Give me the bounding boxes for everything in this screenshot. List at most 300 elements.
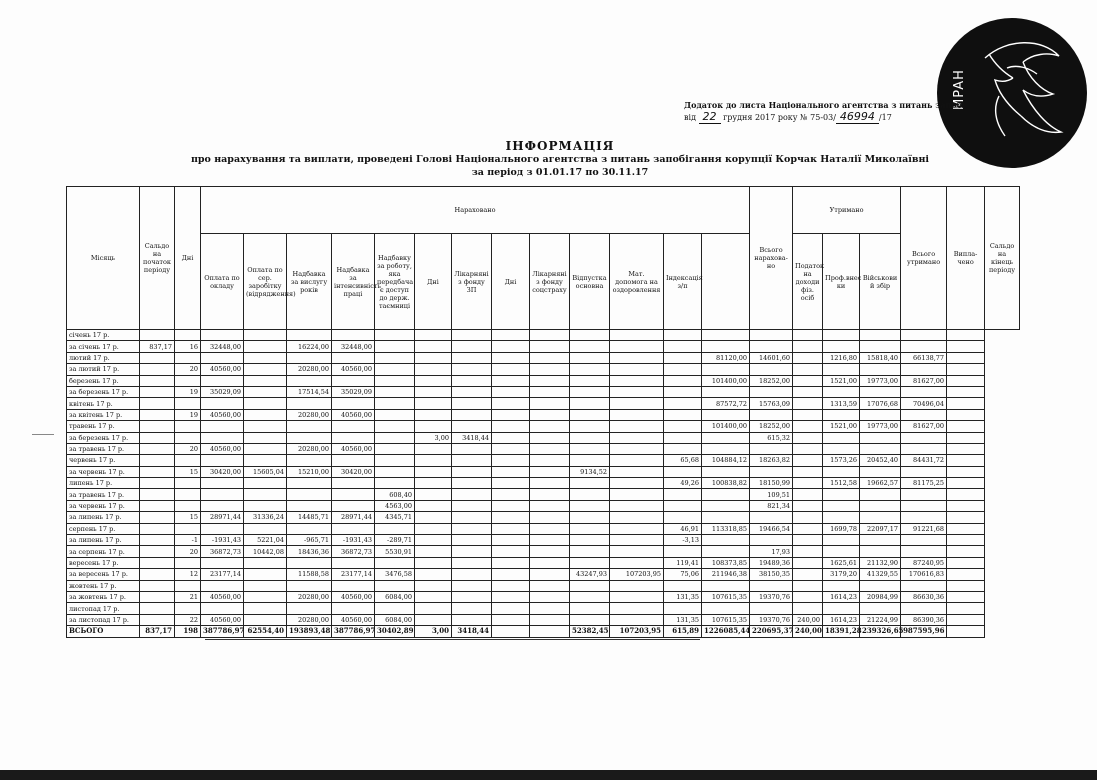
table-cell — [140, 591, 175, 602]
payroll-table — [66, 186, 1020, 638]
table-cell — [287, 455, 332, 466]
table-cell — [332, 398, 375, 409]
table-cell — [175, 557, 201, 568]
table-cell — [415, 398, 452, 409]
table-cell — [860, 512, 901, 523]
table-cell — [530, 591, 570, 602]
table-cell — [530, 489, 570, 500]
table-cell: 20452,40 — [860, 455, 901, 466]
table-cell — [947, 398, 985, 409]
col-income-tax: Податок на доходи фіз. осіб — [793, 234, 823, 330]
table-cell — [530, 580, 570, 591]
table-cell — [860, 603, 901, 614]
table-cell — [793, 466, 823, 477]
table-cell — [860, 341, 901, 352]
table-cell — [610, 443, 664, 454]
table-cell: 387786,97 — [201, 626, 244, 637]
table-cell — [175, 432, 201, 443]
table-row — [67, 569, 1020, 580]
table-cell — [823, 386, 860, 397]
table-cell — [702, 500, 750, 511]
table-cell — [860, 386, 901, 397]
table-cell — [793, 409, 823, 420]
table-cell — [530, 546, 570, 557]
table-cell: -289,71 — [375, 535, 415, 546]
table-cell — [452, 489, 492, 500]
document-title: ІНФОРМАЦІЯ — [505, 139, 615, 153]
table-cell — [530, 626, 570, 637]
table-cell — [452, 591, 492, 602]
table-cell — [570, 614, 610, 625]
row-label: червень 17 р. — [67, 455, 140, 466]
table-cell: 837,17 — [140, 341, 175, 352]
table-cell — [375, 398, 415, 409]
table-row — [67, 603, 1020, 614]
table-cell — [452, 512, 492, 523]
table-cell: 30420,00 — [332, 466, 375, 477]
table-row — [67, 421, 1020, 432]
row-label: липень 17 р. — [67, 478, 140, 489]
table-cell: 70496,04 — [901, 398, 947, 409]
addendum-day: 22 — [699, 110, 721, 124]
table-cell — [664, 364, 702, 375]
table-cell — [530, 535, 570, 546]
table-cell — [140, 614, 175, 625]
table-cell — [702, 341, 750, 352]
table-cell: 16 — [175, 341, 201, 352]
table-cell — [244, 421, 287, 432]
table-cell — [452, 466, 492, 477]
table-cell: 3418,44 — [452, 626, 492, 637]
table-cell: 12 — [175, 569, 201, 580]
col-sick-pay-salary-fund: Лікарняні з фонду ЗП — [452, 234, 492, 330]
table-cell — [415, 375, 452, 386]
row-label: травень 17 р. — [67, 421, 140, 432]
table-cell — [664, 466, 702, 477]
table-cell — [947, 512, 985, 523]
table-row — [67, 341, 1020, 352]
table-cell — [901, 341, 947, 352]
table-cell: 40560,00 — [332, 364, 375, 375]
table-cell — [201, 523, 244, 534]
table-cell: 615,32 — [750, 432, 793, 443]
table-cell: 66138,77 — [901, 352, 947, 363]
table-cell — [947, 523, 985, 534]
table-cell — [793, 330, 823, 341]
table-cell — [375, 341, 415, 352]
table-cell — [702, 432, 750, 443]
table-cell: 837,17 — [140, 626, 175, 637]
table-cell — [664, 500, 702, 511]
table-cell: 1625,61 — [823, 557, 860, 568]
table-cell — [175, 455, 201, 466]
table-cell — [175, 330, 201, 341]
document-period: за період з 01.01.17 по 30.11.17 — [471, 167, 649, 178]
table-cell — [452, 569, 492, 580]
table-cell: 46,91 — [664, 523, 702, 534]
table-cell — [947, 591, 985, 602]
table-cell — [492, 500, 530, 511]
table-cell — [332, 489, 375, 500]
table-cell — [140, 535, 175, 546]
table-cell — [702, 580, 750, 591]
table-cell — [492, 569, 530, 580]
table-cell — [793, 375, 823, 386]
table-cell — [415, 603, 452, 614]
table-cell — [452, 375, 492, 386]
table-cell — [452, 478, 492, 489]
table-cell: 387786,97 — [332, 626, 375, 637]
table-cell — [901, 580, 947, 591]
table-cell — [452, 500, 492, 511]
table-cell — [375, 523, 415, 534]
table-cell — [901, 603, 947, 614]
table-cell: 20 — [175, 546, 201, 557]
col-intensity-bonus: Надбавка за інтенсивність праці — [332, 234, 375, 330]
table-cell — [244, 591, 287, 602]
table-cell — [610, 330, 664, 341]
table-cell — [530, 330, 570, 341]
table-cell — [287, 557, 332, 568]
table-cell — [702, 546, 750, 557]
table-cell — [823, 432, 860, 443]
table-cell — [570, 398, 610, 409]
table-cell — [530, 352, 570, 363]
row-label: квітень 17 р. — [67, 398, 140, 409]
table-cell — [750, 330, 793, 341]
table-cell — [452, 409, 492, 420]
row-label: за липень 17 р. — [67, 512, 140, 523]
table-cell — [244, 330, 287, 341]
table-cell — [947, 341, 985, 352]
table-cell: 100838,82 — [702, 478, 750, 489]
table-cell — [375, 478, 415, 489]
table-cell — [492, 455, 530, 466]
table-cell: 6084,00 — [375, 614, 415, 625]
table-cell — [570, 512, 610, 523]
table-cell — [530, 512, 570, 523]
table-cell — [201, 375, 244, 386]
table-cell — [823, 535, 860, 546]
table-cell: 21224,99 — [860, 614, 901, 625]
table-cell — [860, 580, 901, 591]
table-cell: -965,71 — [287, 535, 332, 546]
table-cell — [415, 489, 452, 500]
table-cell — [702, 386, 750, 397]
table-cell — [860, 409, 901, 420]
table-cell: 81627,00 — [901, 421, 947, 432]
table-cell — [244, 409, 287, 420]
table-cell — [793, 455, 823, 466]
row-label: за червень 17 р. — [67, 466, 140, 477]
row-label: серпень 17 р. — [67, 523, 140, 534]
table-cell: 21132,90 — [860, 557, 901, 568]
logo-text: MPAH — [951, 69, 967, 110]
table-cell: 30402,89 — [375, 626, 415, 637]
table-cell — [375, 432, 415, 443]
table-cell: 49,26 — [664, 478, 702, 489]
table-cell — [452, 341, 492, 352]
table-cell — [244, 478, 287, 489]
table-cell — [530, 341, 570, 352]
table-cell — [610, 398, 664, 409]
col-month: Місяць — [67, 187, 140, 330]
row-label: за квітень 17 р. — [67, 409, 140, 420]
table-cell: -1931,43 — [332, 535, 375, 546]
table-cell: 41329,55 — [860, 569, 901, 580]
signature-underline — [205, 639, 700, 640]
table-cell: 20280,00 — [287, 364, 332, 375]
table-cell — [492, 432, 530, 443]
table-cell: 6084,00 — [375, 591, 415, 602]
table-cell — [570, 500, 610, 511]
table-cell — [750, 580, 793, 591]
table-cell: 3,00 — [415, 626, 452, 637]
table-cell — [793, 523, 823, 534]
table-cell — [570, 409, 610, 420]
table-cell — [610, 375, 664, 386]
table-cell — [415, 341, 452, 352]
table-cell — [947, 603, 985, 614]
table-cell: 40560,00 — [201, 409, 244, 420]
table-cell — [793, 569, 823, 580]
table-cell: 21 — [175, 591, 201, 602]
col-total-withheld: Всього утримано — [901, 187, 947, 330]
table-cell — [664, 341, 702, 352]
table-cell: 20280,00 — [287, 443, 332, 454]
table-cell: 40560,00 — [201, 364, 244, 375]
table-cell — [452, 352, 492, 363]
table-cell — [332, 557, 375, 568]
table-cell — [415, 546, 452, 557]
table-cell — [332, 330, 375, 341]
table-cell — [793, 421, 823, 432]
table-cell — [201, 455, 244, 466]
table-cell — [901, 500, 947, 511]
table-cell — [244, 569, 287, 580]
table-cell — [793, 341, 823, 352]
table-cell — [793, 591, 823, 602]
table-cell — [750, 466, 793, 477]
table-cell — [492, 398, 530, 409]
table-cell — [140, 557, 175, 568]
table-cell — [793, 489, 823, 500]
table-cell: 35029,09 — [201, 386, 244, 397]
table-cell: 101400,00 — [702, 375, 750, 386]
table-cell — [452, 330, 492, 341]
row-label: березень 17 р. — [67, 375, 140, 386]
table-cell — [610, 386, 664, 397]
table-cell — [201, 489, 244, 500]
table-cell — [244, 386, 287, 397]
table-cell — [375, 557, 415, 568]
table-cell: 108373,85 — [702, 557, 750, 568]
table-row — [67, 352, 1020, 363]
table-cell — [947, 375, 985, 386]
table-cell: 3179,20 — [823, 569, 860, 580]
table-cell: 19370,76 — [750, 591, 793, 602]
table-cell — [664, 580, 702, 591]
table-row — [67, 364, 1020, 375]
table-cell — [375, 409, 415, 420]
table-cell — [201, 557, 244, 568]
table-cell — [750, 603, 793, 614]
table-cell — [610, 466, 664, 477]
table-cell — [492, 626, 530, 637]
row-label: лютий 17 р. — [67, 352, 140, 363]
table-cell: 4563,00 — [375, 500, 415, 511]
table-cell — [332, 580, 375, 591]
table-cell — [492, 523, 530, 534]
table-cell — [823, 443, 860, 454]
table-cell: 18150,99 — [750, 478, 793, 489]
table-cell: 18391,28 — [823, 626, 860, 637]
table-cell: 987595,96 — [901, 626, 947, 637]
table-cell — [702, 364, 750, 375]
col-main-vacation: Відпустка основна — [570, 234, 610, 330]
table-cell: 107615,35 — [702, 614, 750, 625]
table-cell — [492, 614, 530, 625]
table-cell — [610, 409, 664, 420]
table-cell — [793, 398, 823, 409]
col-military-levy: Військови й збір — [860, 234, 901, 330]
table-cell — [201, 421, 244, 432]
table-cell: 131,35 — [664, 591, 702, 602]
table-cell: 1216,80 — [823, 352, 860, 363]
table-cell — [492, 421, 530, 432]
table-cell — [140, 512, 175, 523]
table-cell: 1573,26 — [823, 455, 860, 466]
table-cell — [793, 603, 823, 614]
table-cell: 20280,00 — [287, 591, 332, 602]
table-cell — [415, 614, 452, 625]
table-cell — [332, 500, 375, 511]
col-total-accrued: Всього нарахова-но — [750, 187, 793, 330]
table-cell: 36872,73 — [201, 546, 244, 557]
table-cell: 170616,83 — [901, 569, 947, 580]
table-cell: 821,34 — [750, 500, 793, 511]
table-cell — [415, 557, 452, 568]
table-cell — [793, 580, 823, 591]
table-cell — [201, 352, 244, 363]
table-cell — [415, 455, 452, 466]
table-cell: 40560,00 — [332, 591, 375, 602]
table-cell — [860, 489, 901, 500]
table-cell — [610, 364, 664, 375]
table-cell — [823, 409, 860, 420]
table-cell — [530, 569, 570, 580]
table-cell: 101400,00 — [702, 421, 750, 432]
table-cell — [793, 443, 823, 454]
table-cell — [664, 443, 702, 454]
table-cell: 1521,00 — [823, 421, 860, 432]
table-cell: 20280,00 — [287, 409, 332, 420]
table-cell: 20984,99 — [860, 591, 901, 602]
table-cell — [452, 614, 492, 625]
table-cell: 81175,25 — [901, 478, 947, 489]
table-cell — [375, 421, 415, 432]
table-cell: 36872,73 — [332, 546, 375, 557]
table-cell — [664, 432, 702, 443]
table-cell: 22 — [175, 614, 201, 625]
table-cell — [287, 603, 332, 614]
table-cell — [452, 523, 492, 534]
table-cell — [175, 489, 201, 500]
table-cell: 131,35 — [664, 614, 702, 625]
row-label: за травень 17 р. — [67, 443, 140, 454]
table-cell — [610, 341, 664, 352]
table-cell — [702, 489, 750, 500]
table-cell: 87572,72 — [702, 398, 750, 409]
table-cell — [492, 546, 530, 557]
table-cell — [492, 375, 530, 386]
table-cell — [901, 330, 947, 341]
table-cell: 1614,23 — [823, 614, 860, 625]
table-cell: 40560,00 — [332, 614, 375, 625]
table-cell — [140, 352, 175, 363]
table-cell: 15 — [175, 512, 201, 523]
addendum-note — [684, 100, 965, 123]
table-row — [67, 535, 1020, 546]
table-row — [67, 466, 1020, 477]
table-cell: 615,89 — [664, 626, 702, 637]
table-row — [67, 409, 1020, 420]
table-cell: 18263,82 — [750, 455, 793, 466]
table-cell — [901, 364, 947, 375]
table-cell: 211946,38 — [702, 569, 750, 580]
table-cell: 19489,36 — [750, 557, 793, 568]
table-cell — [415, 386, 452, 397]
document-subtitle: про нарахування та виплати, проведені Голові Національного агентства з питань запобігання корупції Корчак Наталії Миколаївні — [190, 154, 930, 165]
table-cell: 239326,65 — [860, 626, 901, 637]
table-cell — [530, 421, 570, 432]
table-cell: 23177,14 — [332, 569, 375, 580]
col-average-earnings: Оплата по сер. заробітку (відрядження) — [244, 234, 287, 330]
table-cell — [492, 443, 530, 454]
table-row — [67, 489, 1020, 500]
table-cell — [415, 523, 452, 534]
table-cell — [332, 478, 375, 489]
table-cell — [901, 546, 947, 557]
col-sick-days: Дні — [415, 234, 452, 330]
table-cell — [492, 603, 530, 614]
table-cell — [201, 398, 244, 409]
table-cell — [415, 478, 452, 489]
table-row — [67, 432, 1020, 443]
table-cell: 20 — [175, 364, 201, 375]
table-cell — [664, 386, 702, 397]
row-label: за березень 17 р. — [67, 432, 140, 443]
table-cell — [415, 569, 452, 580]
table-cell — [664, 489, 702, 500]
table-cell — [570, 375, 610, 386]
table-cell — [287, 478, 332, 489]
table-cell — [375, 352, 415, 363]
table-cell — [610, 489, 664, 500]
row-label: за вересень 17 р. — [67, 569, 140, 580]
table-cell — [610, 523, 664, 534]
table-cell — [287, 330, 332, 341]
table-cell — [793, 546, 823, 557]
table-cell — [570, 603, 610, 614]
table-cell — [415, 466, 452, 477]
table-cell — [947, 580, 985, 591]
table-cell — [610, 614, 664, 625]
col-union-dues: Проф.внес ки — [823, 234, 860, 330]
table-cell — [901, 512, 947, 523]
col-group-accrued: Нараховано — [201, 187, 750, 234]
table-cell — [140, 478, 175, 489]
